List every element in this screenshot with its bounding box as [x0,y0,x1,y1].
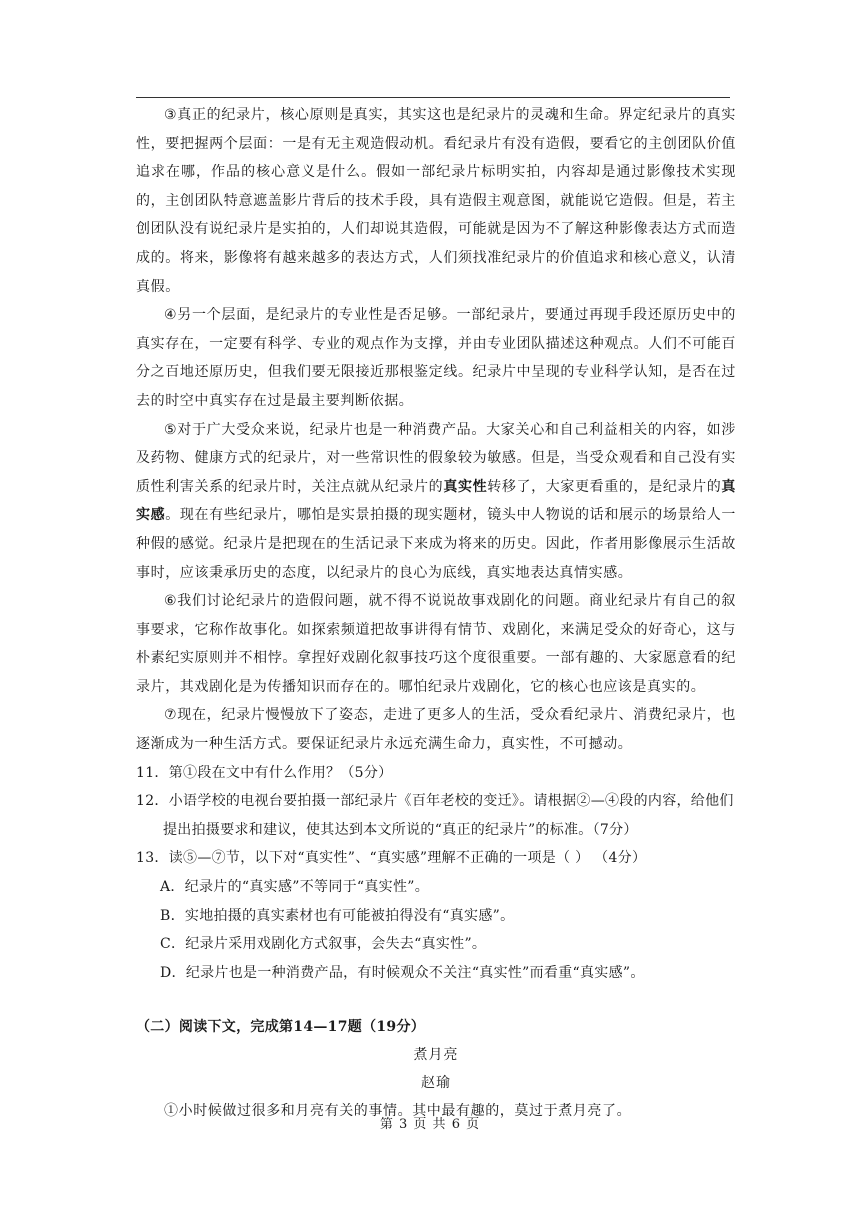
header-rule [136,97,730,98]
paragraph-text: 另一个层面，是纪录片的专业性是否足够。一部纪录片，要通过再现手段还原历史中的真实存在，一定要有科学、专业的观点作为支撑，并由专业团队描述这种观点。人们不可能百分之百地还原历史，但我们要无限接近那根鉴定线。纪录片中呈现的专业科学认知，是否在过去的时空中真实存在过是最主要判断依据。 [136,307,736,409]
paragraph-number: ④ [164,307,178,324]
paragraph-text: 转移了，大家更看重的，是纪录片的 [487,478,722,495]
article-author: 赵瑜 [421,1075,451,1092]
question-13: 13．读⑤—⑦节，以下对“真实性”、“真实感”理解不正确的一项是（ ） （4分） [136,850,647,867]
paragraph-text: 我们讨论纪录片的造假问题，就不得不说说故事戏剧化的问题。商业纪录片有自己的叙事要求，它称作故事化。如探索频道把故事讲得有情节、戏剧化，来满足受众的好奇心，这与朴素纪实原则并不相悖。拿捏好戏剧化叙事技巧这个度很重要。一部有趣的、大家愿意看的纪录片，其戏剧化是为传播知识而存在的。哪怕纪录片戏剧化，它的核心也应该是真实的。 [136,593,736,695]
paragraph-text: 现在，纪录片慢慢放下了姿态，走进了更多人的生活，受众看纪录片、消费纪录片，也逐渐成为一种生活方式。要保证纪录片永远充满生命力，真实性，不可撼动。 [136,707,736,753]
paragraph-number: ⑤ [164,421,178,438]
paragraph-3 [136,101,736,301]
page-footer: 第 3 页 共 6 页 [379,1117,481,1132]
paragraph-number: ⑦ [164,707,178,724]
paragraph-text: 真正的纪录片，核心原则是真实，其实这也是纪录片的灵魂和生命。界定纪录片的真实性，要把握两个层面：一是有无主观造假动机。看纪录片有没有造假，要看它的主创团队价值追求在哪，作品的核心意义是什么。假如一部纪录片标明实拍，内容却是通过影像技术实现的，主创团队特意遮盖影片背后的技术手段，具有造假主观意图，就能说它造假。但是，若主创团队没有说纪录片是实拍的，人们却说其造假，可能就是因为不了解这种影像表达方式而造成的。将来，影像将有越来越多的表达方式，人们须找准纪录片的价值追求和核心意义，认清真假。 [136,107,736,295]
paragraph-6 [136,587,736,701]
paragraph-text: 对于广大受众来说，纪录片也是一种消费产品。大家关心和自己利益相关的内容，如涉及药物、健康方式的纪录片，对一些常识性的假象较为敏感。但是，当受众观看和自己没有实质性利害关系的纪录片时，关注点就从纪录片的 [136,421,736,495]
option-a: A．纪录片的“真实感”不等同于“真实性”。 [160,879,430,896]
paragraph-5 [136,416,736,588]
document-body [136,101,736,1126]
paragraph-7 [136,701,736,758]
section-heading: （二）阅读下文，完成第14—17题（19分） [136,1019,426,1036]
paragraph-number: ③ [164,107,178,123]
paragraph-text: 。现在有些纪录片，哪怕是实景拍摄的现实题材，镜头中人物说的话和展示的场景给人一种假的感觉。纪录片是把现在的生活记录下来成为将来的历史。因此，作者用影像展示生活故事时，应该秉承历史的态度，以纪录片的良心为底线，真实地表达真情实感。 [136,507,736,581]
article-paragraph-1: ①小时候做过很多和月亮有关的事情。其中最有趣的，莫过于煮月亮了。 [164,1103,632,1120]
option-d: D．纪录片也是一种消费产品，有时候观众不关注“真实性”而看重“真实感”。 [160,964,645,981]
question-11: 11．第①段在文中有什么作用？（5分） [136,764,393,781]
paragraph-4 [136,301,736,415]
question-12: 12．小语学校的电视台要拍摄一部纪录片《百年老校的变迁》。请根据②—④段的内容，给他们提出拍摄要求和建议，使其达到本文所说的“真正的纪录片”的标准。（7分） [136,793,734,838]
option-b: B．实地拍摄的真实素材也有可能被拍得没有“真实感”。 [160,907,515,924]
bold-term-authenticity: 真实性 [443,478,488,495]
bold-term-sense-of-reality: 真实感 [136,478,736,524]
paragraph-number: ⑥ [164,593,178,610]
option-c: C．纪录片采用戏剧化方式叙事，会失去“真实性”。 [160,936,487,953]
article-title: 煮月亮 [413,1047,459,1064]
